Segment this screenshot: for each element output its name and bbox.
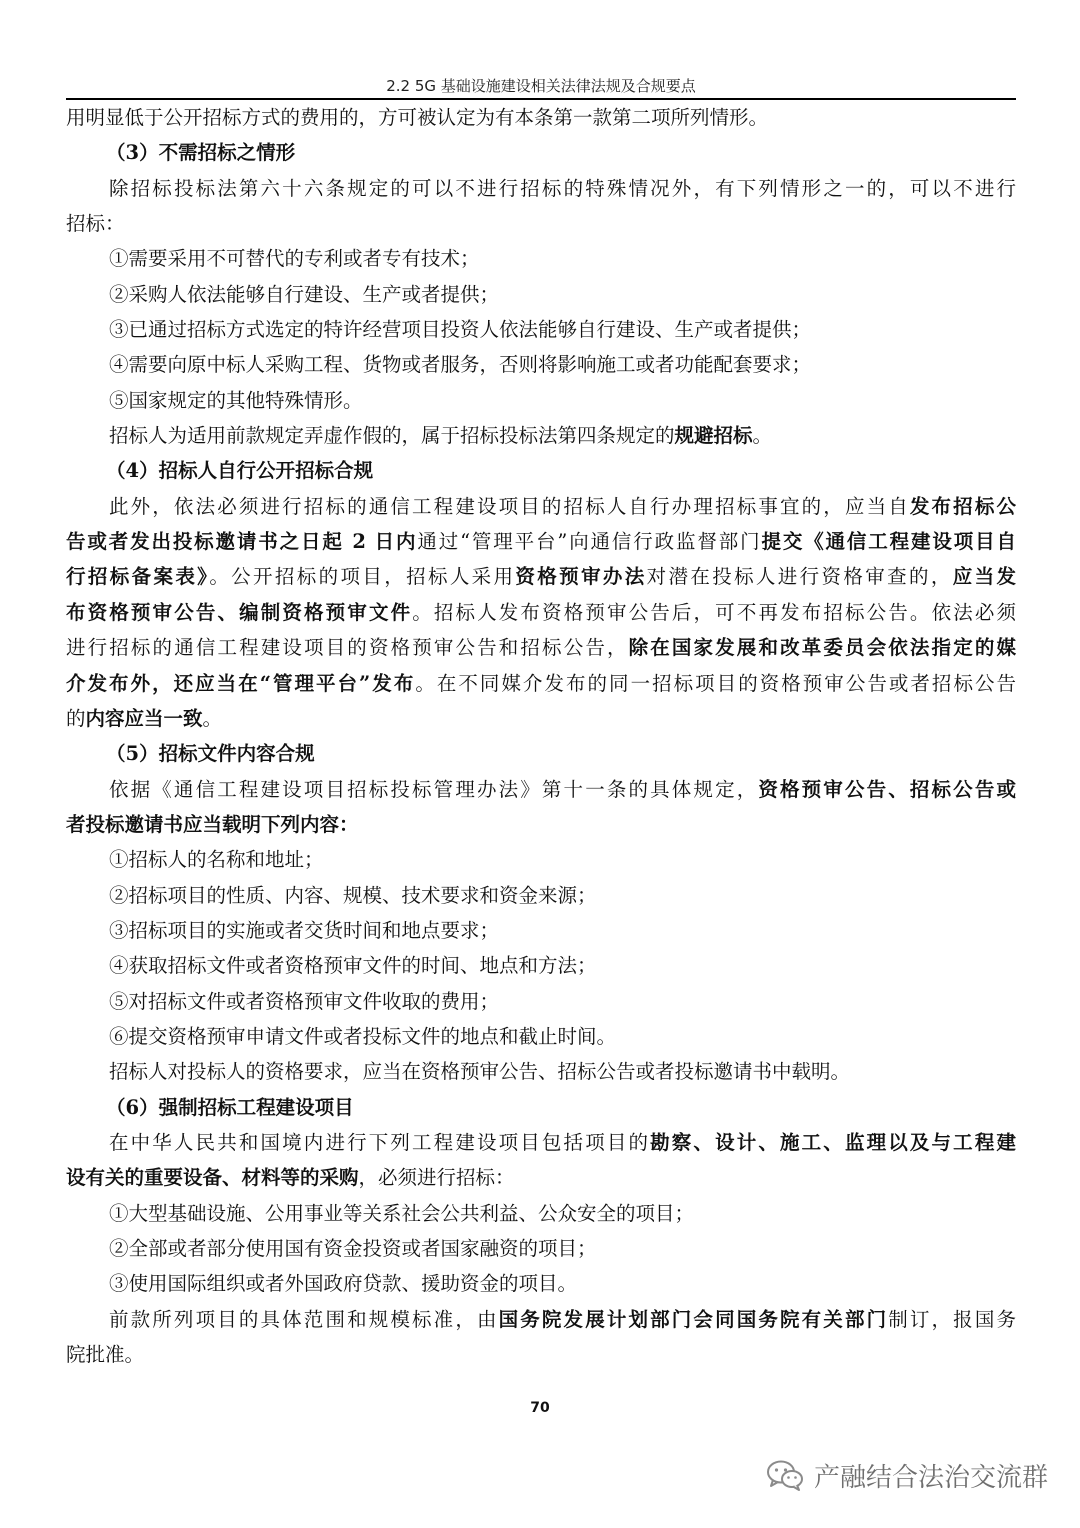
paragraph-line: 招标：	[66, 212, 125, 236]
paragraph-line	[66, 524, 1016, 559]
list-item: ③已通过招标方式选定的特许经营项目投资人依法能够自行建设、生产或者提供；	[109, 318, 812, 342]
paragraph-line: 招标人对投标人的资格要求，应当在资格预审公告、招标公告或者投标邀请书中载明。	[109, 1060, 851, 1084]
paragraph-line	[66, 772, 1016, 807]
text-run: 制订，报国务	[888, 1307, 1016, 1331]
watermark	[766, 1458, 1048, 1492]
bold-text-run: 国务院发展计划部门会同国务院有关部门	[498, 1307, 889, 1331]
list-item: ①招标人的名称和地址；	[109, 848, 324, 872]
bold-text-run: 资格预审公告、招标公告或	[758, 777, 1016, 801]
list-item: ⑤对招标文件或者资格预审文件收取的费用；	[109, 989, 500, 1013]
list-item: ⑥提交资格预审申请文件或者投标文件的地点和截止时间。	[109, 1024, 617, 1048]
page-header: 2.2 5G 基础设施建设相关法律法规及合规要点	[386, 77, 696, 95]
paragraph-line	[66, 666, 1016, 701]
text-run: 此外，依法必须进行招标的通信工程建设项目的招标人自行办理招标事宜的，应当自	[109, 494, 910, 518]
list-item: ④需要向原中标人采购工程、货物或者服务，否则将影响施工或者功能配套要求；	[109, 353, 812, 377]
bold-text-run: 介发布外，还应当在“管理平台”发布	[66, 671, 416, 695]
bold-text-run: 者投标邀请书应当载明下列内容：	[66, 812, 359, 836]
paragraph-line	[66, 807, 1016, 842]
list-item: ③使用国际组织或者外国政府贷款、援助资金的项目。	[109, 1272, 578, 1296]
text-run: 对潜在投标人进行资格审查的，	[646, 565, 953, 589]
text-run: 在中华人民共和国境内进行下列工程建设项目包括项目的	[109, 1130, 651, 1154]
bold-text-run: 提交《通信工程建设项目自	[761, 530, 1016, 554]
list-item: ②全部或者部分使用国有资金投资或者国家融资的项目；	[109, 1237, 597, 1260]
text-run: 。公开招标的项目，招标人采用	[209, 565, 516, 589]
text-run: 通过“管理平台”向通信行政监督部门	[417, 530, 762, 554]
paragraph-line	[66, 489, 1016, 524]
section-heading-3: （3）不需招标之情形	[106, 141, 296, 165]
page-number: 70	[530, 1400, 550, 1416]
paragraph-line	[66, 701, 1016, 736]
paragraph-line	[66, 418, 1016, 453]
text-run: 依据《通信工程建设项目招标投标管理办法》第十一条的具体规定，	[109, 777, 759, 801]
text-run: 。招标人发布资格预审公告后，可不再发布招标公告。依法必须	[412, 600, 1016, 624]
paragraph-line	[66, 1125, 1016, 1160]
bold-text-run: 资格预审办法	[515, 565, 647, 589]
list-item: ⑤国家规定的其他特殊情形。	[109, 388, 363, 412]
bold-text-run: 应当发	[952, 565, 1016, 589]
bold-text-run: 内容应当一致	[85, 706, 203, 730]
paragraph-line: 院批准。	[66, 1343, 145, 1367]
list-item: ④获取招标文件或者资格预审文件的时间、地点和方法；	[109, 954, 597, 978]
text-run: 的	[66, 706, 86, 730]
paragraph-line	[66, 630, 1016, 665]
bold-text-run: 勘察、设计、施工、监理以及与工程建	[650, 1130, 1016, 1154]
text-run: 。	[752, 424, 773, 448]
section-heading-5: （5）招标文件内容合规	[106, 742, 315, 766]
paragraph-line	[66, 559, 1016, 594]
list-item: ③招标项目的实施或者交货时间和地点要求；	[109, 918, 500, 942]
bold-text-run: 告或者发出投标邀请书之日起 2 日内	[66, 530, 418, 554]
text-run: 进行招标的通信工程建设项目的资格预审公告和招标公告，	[66, 636, 629, 660]
section-heading-4: （4）招标人自行公开招标合规	[106, 459, 374, 483]
watermark-text: 产融结合法治交流群	[813, 1462, 1048, 1493]
bold-text-run: 行招标备案表》	[66, 565, 210, 589]
list-item: ①需要采用不可替代的专利或者专有技术；	[109, 247, 480, 271]
text-run: 前款所列项目的具体范围和规模标准，由	[109, 1307, 499, 1331]
list-item: ②招标项目的性质、内容、规模、技术要求和资金来源；	[109, 883, 597, 907]
wechat-icon	[766, 1459, 804, 1491]
paragraph-line: 除招标投标法第六十六条规定的可以不进行招标的特殊情况外，有下列情形之一的，可以不进行	[109, 176, 1016, 200]
paragraph-line	[66, 595, 1016, 630]
paragraph-line	[66, 1302, 1016, 1337]
bold-text-run: 设有关的重要设备、材料等的采购	[66, 1166, 359, 1190]
bold-text-run: 布资格预审公告、编制资格预审文件	[66, 600, 413, 624]
paragraph-line	[66, 1160, 1016, 1195]
text-run: 。	[202, 706, 223, 730]
document-body	[66, 100, 1016, 1372]
bold-text-run: 规避招标	[674, 424, 753, 448]
section-heading-6: （6）强制招标工程建设项目	[106, 1095, 354, 1119]
bold-text-run: 发布招标公	[909, 494, 1016, 518]
text-run: 。在不同媒介发布的同一招标项目的资格预审公告或者招标公告	[415, 671, 1016, 695]
list-item: ①大型基础设施、公用事业等关系社会公共利益、公众安全的项目；	[109, 1201, 695, 1225]
list-item: ②采购人依法能够自行建设、生产或者提供；	[109, 282, 500, 306]
text-run: 招标人为适用前款规定弄虚作假的，属于招标投标法第四条规定的	[109, 424, 675, 448]
text-run: ，必须进行招标：	[358, 1166, 515, 1190]
bold-text-run: 除在国家发展和改革委员会依法指定的媒	[628, 636, 1016, 660]
paragraph-line: 用明显低于公开招标方式的费用的，方可被认定为有本条第一款第二项所列情形。	[66, 106, 769, 129]
